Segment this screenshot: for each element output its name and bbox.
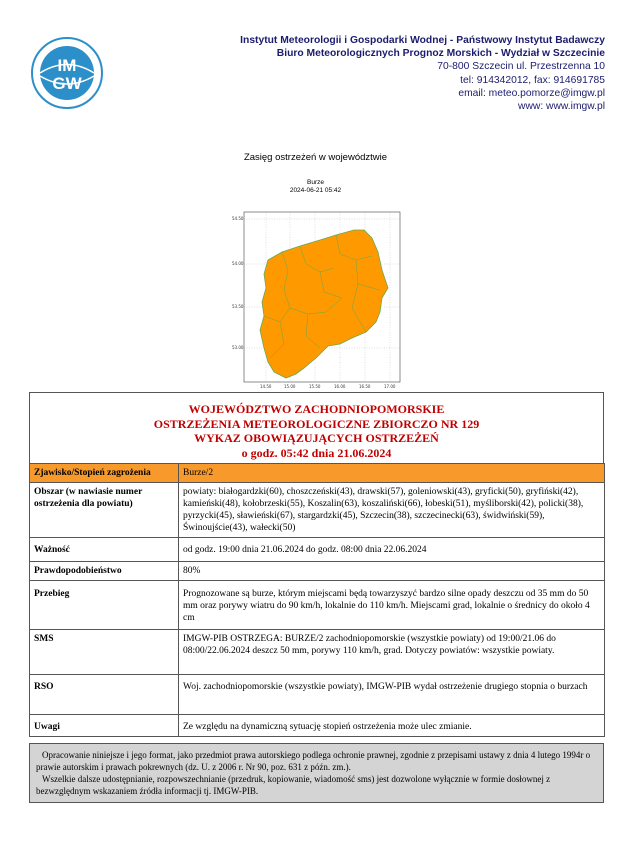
map-x-tick: 15.50 [309,384,321,389]
table-row [30,562,605,581]
map-title: Zasięg ostrzeżeń w województwie [243,152,388,163]
map-datetime: 2024-06-21 05:42 [289,187,342,194]
map-y-tick: 53.00 [232,345,244,350]
area-label: Obszar (w nawiasie numer ostrzeżenia dla powiatu) [30,483,179,538]
map-x-tick: 17.00 [384,384,396,389]
map-x-tick: 15.00 [284,384,296,389]
map-x-tick: 14.50 [260,384,272,389]
phenomenon-value: Burze/2 [179,464,605,483]
probability-value: 80% [179,562,605,581]
probability-label: Prawdopodobieństwo [30,562,179,581]
sms-value: IMGW-PIB OSTRZEGA: BURZE/2 zachodniopomorskie (wszystkie powiaty) od 19:00/21.06 do 08:00/22.06.2024 deszcz 50 mm, porywy 110 km/h, grad. Dotyczy powiatów: wszystkie powiaty. [179,630,605,675]
logo-text-bottom: GW [52,74,82,93]
map-y-tick: 53.50 [232,304,244,309]
area-value: powiaty: białogardzki(60), choszczeński(43), drawski(57), goleniowski(43), gryficki(50), gryfiński(42), kamieński(48), kołobrzeski(55), Koszalin(63), koszaliński(66), łobeski(51), myśliborski(42), policki(38), pyrzycki(45), sławieński(67), stargardzki(45), Szczecin(38), szczecinecki(63), świdwiński(59), Świnoujście(43), wałecki(50) [179,483,605,538]
phone: tel: 914342012, fax: 914691785 [460,74,605,86]
imgw-logo [30,36,104,110]
warning-title-box [29,392,604,463]
rso-value: Woj. zachodniopomorskie (wszystkie powiaty), IMGW-PIB wydał ostrzeżenie drugiego stopnia o burzach [179,675,605,715]
map-x-tick: 16.50 [359,384,371,389]
table-row [30,581,605,630]
course-label: Przebieg [30,581,179,630]
warning-map [230,208,408,390]
map-y-tick: 54.50 [232,216,244,221]
institute-header [240,34,605,113]
title-warnings-number: OSTRZEŻENIA METEOROLOGICZNE ZBIORCZO NR 129 [153,416,480,431]
distribution-paragraph: Wszelkie dalsze udostępnianie, rozpowszechnianie (przedruk, kopiowanie, wiadomość sms) jest dozwolone wyłącznie w formie dosłownej z bezwzględnym wskazaniem źródła informacji tj. IMGW-PIB. [36,774,551,796]
table-row [30,630,605,675]
office-name: Biuro Meteorologicznych Prognoz Morskich - Wydział w Szczecinie [276,48,605,60]
www-link[interactable]: www: www.imgw.pl [518,101,605,113]
map-y-tick: 54.00 [232,261,244,266]
notes-label: Uwagi [30,715,179,737]
table-row [30,715,605,737]
table-row [30,464,605,483]
institute-name: Instytut Meteorologii i Gospodarki Wodnej - Państwowy Instytut Badawczy [240,35,605,46]
notes-value: Ze względu na dynamiczną sytuację stopień ostrzeżenia może ulec zmianie. [179,715,605,737]
map-x-tick: 16.00 [334,384,346,389]
table-row [30,483,605,538]
phenomenon-label: Zjawisko/Stopień zagrożenia [30,464,179,483]
title-region: WOJEWÓDZTWO ZACHODNIOPOMORSKIE [188,402,445,416]
rso-label: RSO [30,675,179,715]
title-time: o godz. 05:42 dnia 21.06.2024 [241,445,392,460]
email-link[interactable]: email: meteo.pomorze@imgw.pl [458,87,605,99]
validity-label: Ważność [30,538,179,562]
table-row [30,538,605,562]
table-row [30,675,605,715]
course-value: Prognozowane są burze, którym miejscami będą towarzyszyć bardzo silne opady deszczu od 35 mm do 50 mm oraz porywy wiatru do 90 km/h, lokalnie do 110 km/h. Miejscami grad, lokalnie o średnicy do około 4 cm [179,581,605,630]
logo-text-top: IM [57,56,77,75]
validity-value: od godz. 19:00 dnia 21.06.2024 do godz. 08:00 dnia 22.06.2024 [179,538,605,562]
map-phenomenon: Burze [307,179,324,186]
title-list: WYKAZ OBOWIĄZUJĄCYCH OSTRZEŻEŃ [194,431,439,445]
warning-table [29,463,605,737]
copyright-footer [29,743,604,803]
address: 70-800 Szczecin ul. Przestrzenna 10 [437,61,605,73]
copyright-paragraph: Opracowanie niniejsze i jego format, jako przedmiot prawa autorskiego podlega ochronie prawnej, zgodnie z przepisami ustawy z dnia 4 lutego 1994r o prawie autorskim i prawach pokrewnych (dz. U. z 2006 r. Nr 90, poz. 631 z późn. zm.). [36,750,591,772]
sms-label: SMS [30,630,179,675]
